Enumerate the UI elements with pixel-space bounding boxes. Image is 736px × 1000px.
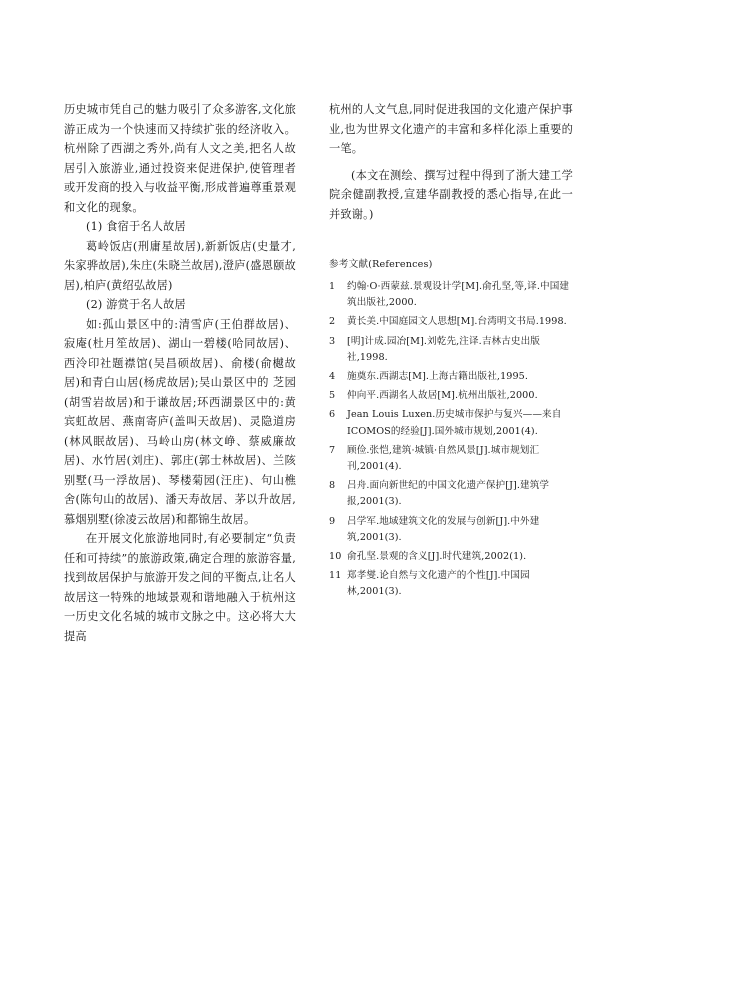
reference-number: 11 [329,570,342,582]
reference-text: Jean Louis Luxen.历史城市保护与复兴——来自ICOMOS的经验[J].国外城市规划,2001(4). [347,409,562,437]
reference-item [329,549,573,565]
reference-item [329,568,573,600]
reference-text: 顾俭.张恺,建筑·城镇·自然风景[J].城市规划汇刊,2001(4). [347,444,540,473]
reference-item [329,279,573,311]
body-paragraph-continued: 杭州的人文气息,同时促进我国的文化遗产保护事业,也为世界文化遗产的丰富和多样化添上重要的一笔。 [329,103,573,155]
reference-text: 黄长美.中国庭园文人思想[M].台湾明文书局.1998. [347,316,567,328]
left-column [64,100,296,646]
reference-text: 俞孔坚.景观的含义[J].时代建筑,2002(1). [347,551,527,563]
reference-text: 施奠东.西湖志[M].上海古籍出版社,1995. [347,371,529,383]
reference-item [329,514,573,546]
references-list [329,279,573,601]
reference-item [329,334,573,366]
body-paragraph-lodging: 葛岭饭店(刑庸星故居),新新饭店(史量才,朱家骅故居),朱庄(朱晓兰故居),澄庐(盛恩颐故居),柏庐(黄绍弘故居) [64,239,296,292]
reference-text: 吕舟.面向新世纪的中国文化遗产保护[J].建筑学报,2001(3). [347,480,550,508]
section-heading-sightseeing: (2) 游赏于名人故居 [86,298,186,311]
body-paragraph-sightseeing: 如:孤山景区中的:清雪庐(王伯群故居)、寂庵(杜月笙故居)、湖山一碧楼(哈同故居)、西泠印社题襟馆(吴昌硕故居)、俞楼(俞樾故居)和青白山居(杨虎故居);吴山景区中的 芝园(胡雪岩故居)和于谦故居;环西湖景区中的:黄宾虹故居、燕南寄庐(盖叫天故居)、灵隐道房(林风眠故居)、马岭山房(林文峥、蔡威廉故居)、水竹居(刘庄)、郭庄(郭士林故居)、兰陔别墅(马一浮故居)、琴楼菊园(汪庄)、句山樵舍(陈句山的故居)、潘天寿故居、茅以升故居,慕烟别墅(徐凌云故居)和都锦生故居。 [64,317,296,526]
references-title: 参考文献(References) [329,259,433,270]
section-heading-lodging: (1) 食宿于名人故居 [86,220,186,233]
reference-item [329,314,573,330]
reference-number: 7 [329,444,336,456]
reference-item [329,443,573,475]
reference-text: 吕学军.地域建筑文化的发展与创新[J].中外建筑,2001(3). [347,515,540,543]
reference-number: 4 [329,371,336,383]
reference-text: [明]计成.园冶[M].刘乾先,注译.吉林古史出版社,1998. [347,335,540,363]
reference-item [329,407,573,439]
body-paragraph-tourism-policy: 在开展文化旅游地同时,有必要制定“负责任和可持续”的旅游政策,确定合理的旅游容量,找到故居保护与旅游开发之间的平衡点,让名人故居这一特殊的地域景观和谐地融入于杭州这一历史文化名城的城市文脉之中。这必将大大提高 [64,532,296,643]
reference-item [329,369,573,385]
reference-number: 9 [329,515,336,527]
reference-text: 仲向平.西湖名人故居[M].杭州出版社,2000. [347,390,538,402]
reference-item [329,478,573,510]
right-column [329,100,573,604]
reference-text: 郑孝燮.论自然与文化遗产的个性[J].中国园林,2001(3). [347,570,530,598]
reference-number: 1 [329,281,336,292]
reference-number: 10 [329,551,342,563]
reference-text: 约翰·O·西蒙兹.景观设计学[M].俞孔坚,等,译.中国建筑出版社,2000. [347,281,570,309]
reference-number: 2 [329,316,336,328]
body-paragraph-1: 历史城市凭自己的魅力吸引了众多游客,文化旅游正成为一个快速而又持续扩张的经济收入。杭州除了西湖之秀外,尚有人文之美,把名人故居引入旅游业,通过投资来促进保护,使管理者或开发商的投入与收益平衡,形成普遍尊重景观和文化的现象。 [64,103,296,214]
reference-number: 6 [329,409,336,421]
reference-number: 3 [329,335,336,347]
reference-number: 5 [329,390,336,402]
acknowledgement: (本文在测绘、撰写过程中得到了浙大建工学院余健副教授,宣建华副教授的悉心指导,在此一并致谢。) [329,168,573,221]
reference-item [329,388,573,404]
reference-number: 8 [329,480,336,492]
